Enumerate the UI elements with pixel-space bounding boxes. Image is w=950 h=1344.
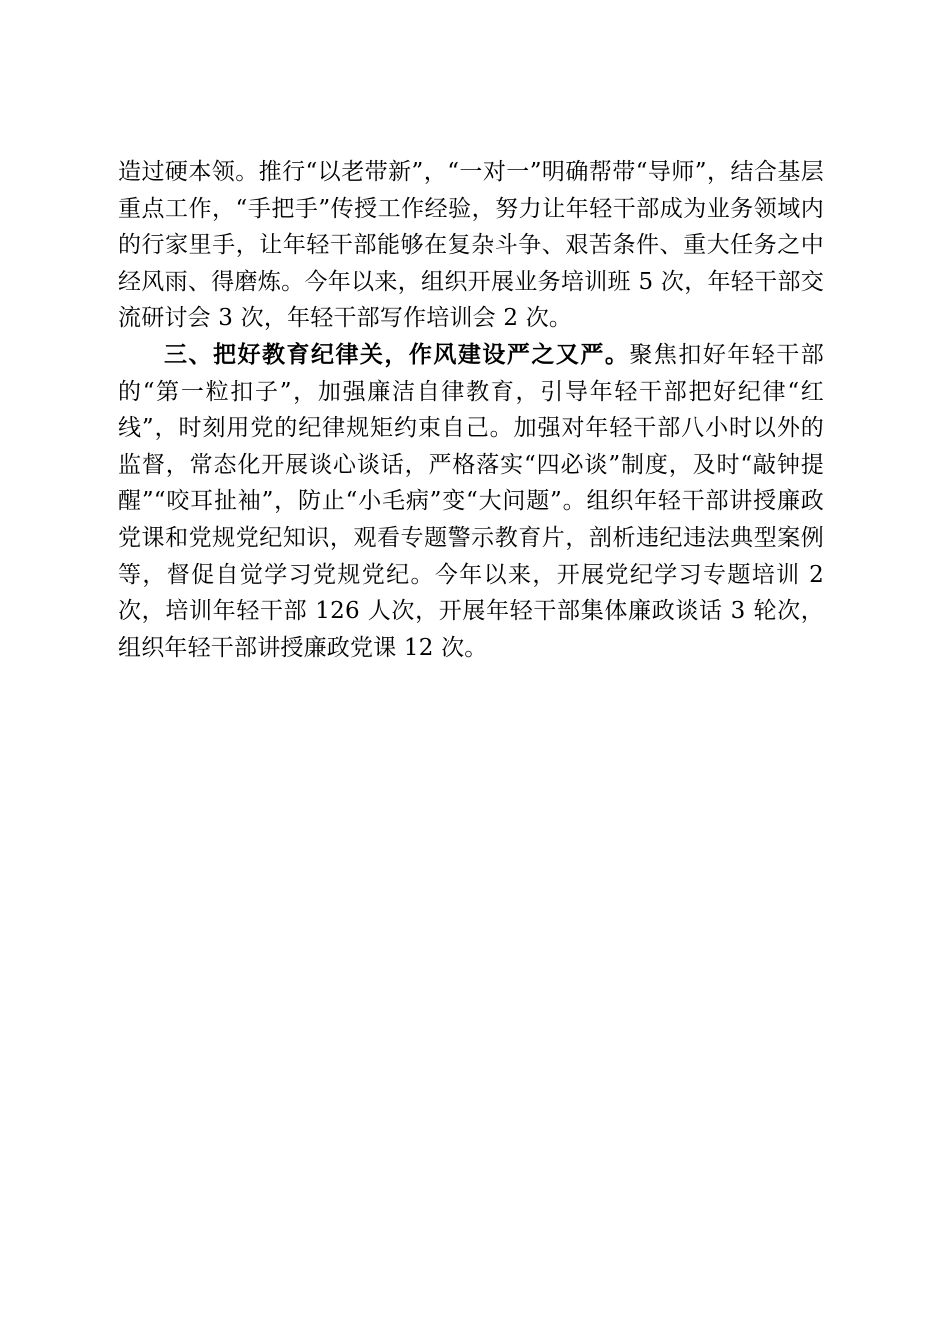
section-heading: 三、把好教育纪律关，作风建设严之又严。	[164, 340, 630, 368]
paragraph-continued	[118, 154, 824, 337]
paragraph-text: 造过硬本领。推行“以老带新”，“一对一”明确帮带“导师”，结合基层重点工作，“手把手”传授工作经验，努力让年轻干部成为业务领域内的行家里手，让年轻干部能够在复杂斗争、艰苦条件、重大任务之中经风雨、得磨炼。今年以来，组织开展业务培训班 5 次，年轻干部交流研讨会 3 次，年轻干部写作培训会 2 次。	[118, 159, 824, 332]
document-body	[118, 154, 824, 666]
paragraph-section-three	[118, 337, 824, 666]
paragraph-text: 聚焦扣好年轻干部的“第一粒扣子”，加强廉洁自律教育，引导年轻干部把好纪律“红线”，时刻用党的纪律规矩约束自己。加强对年轻干部八小时以外的监督，常态化开展谈心谈话，严格落实“四必谈”制度，及时“敲钟提醒”“咬耳扯袖”，防止“小毛病”变“大问题”。组织年轻干部讲授廉政党课和党规党纪知识，观看专题警示教育片，剖析违纪违法典型案例等，督促自觉学习党规党纪。今年以来，开展党纪学习专题培训 2 次，培训年轻干部 126 人次，开展年轻干部集体廉政谈话 3 轮次，组织年轻干部讲授廉政党课 12 次。	[118, 341, 824, 661]
